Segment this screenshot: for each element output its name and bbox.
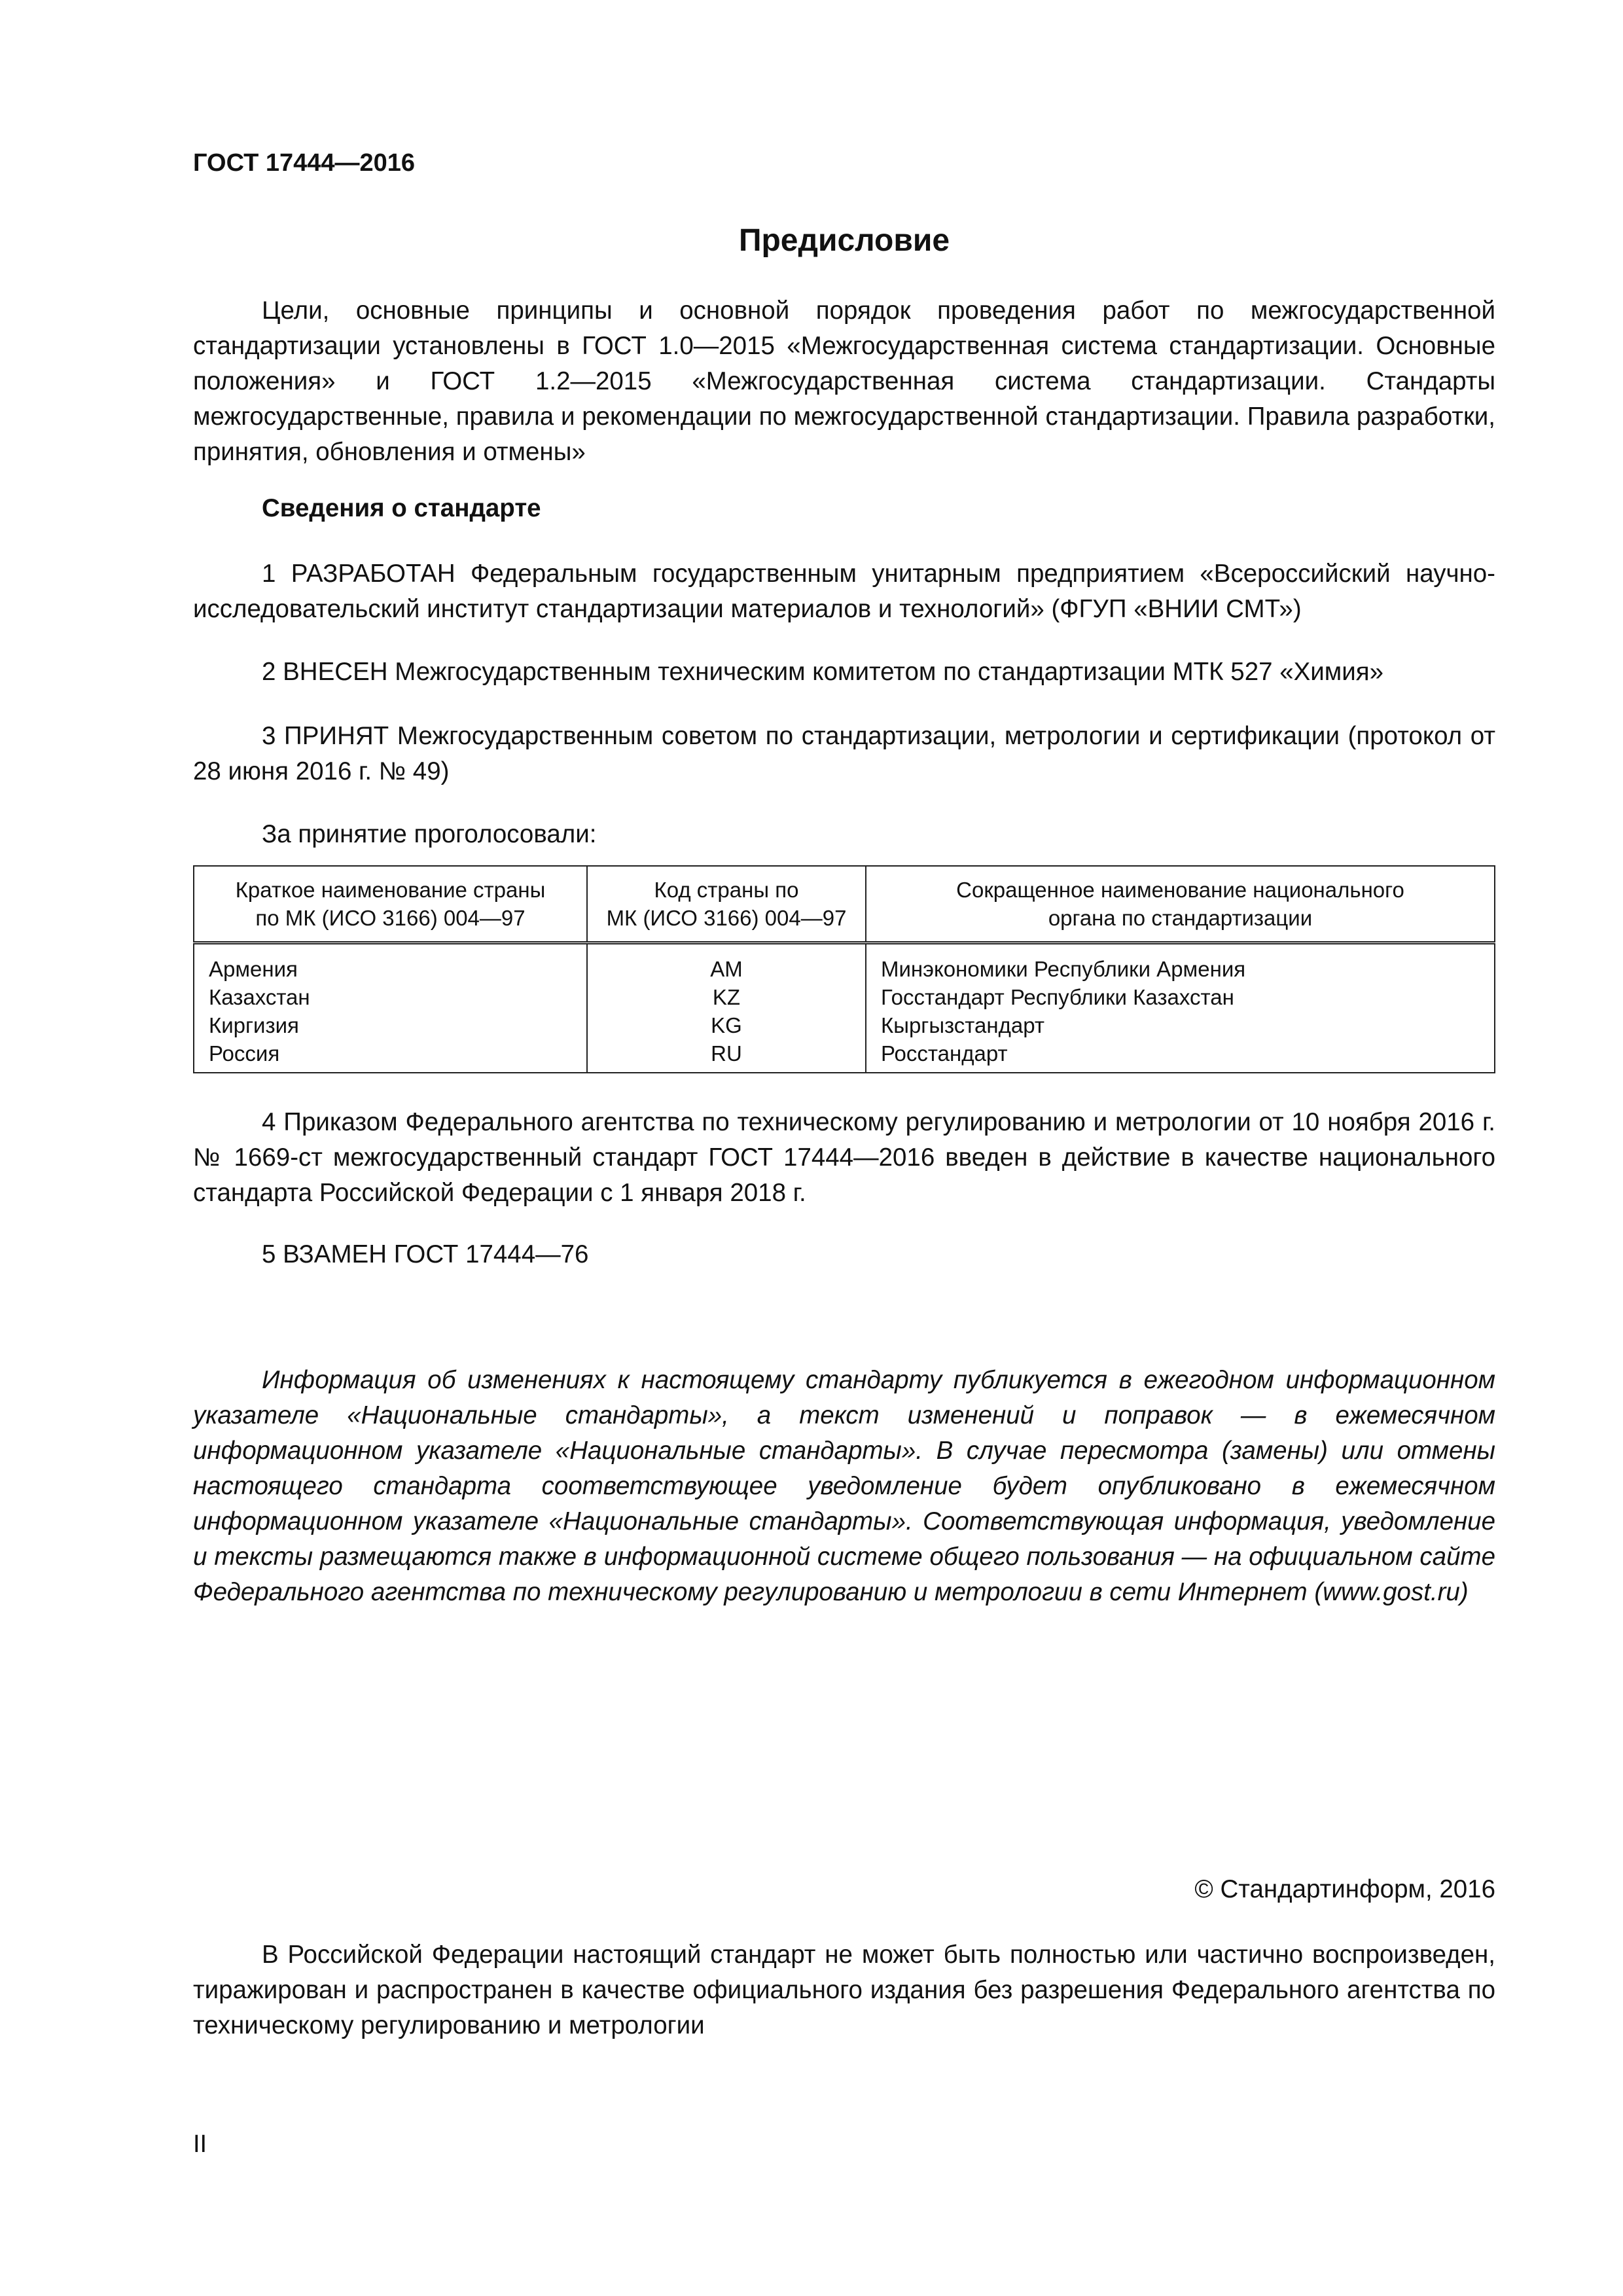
copyright-notice: © Стандартинформ, 2016 — [1194, 1875, 1495, 1903]
table-header-cell: Код страны по МК (ИСО 3166) 004—97 — [587, 866, 866, 943]
country-name: Киргизия — [209, 1013, 299, 1037]
section-heading: Сведения о стандарте — [262, 494, 541, 522]
votes-caption: За принятие проголосовали: — [262, 820, 597, 848]
table-body-row — [194, 943, 1495, 1073]
country-name: Россия — [209, 1041, 280, 1066]
country-code: KG — [711, 1013, 742, 1037]
page-title: Предисловие — [738, 223, 950, 258]
standards-body: Кыргызстандарт — [881, 1013, 1044, 1037]
country-code: AM — [710, 957, 743, 981]
country-name: Казахстан — [209, 985, 310, 1009]
votes-table — [193, 865, 1495, 1073]
country-codes-cell — [587, 943, 866, 1073]
country-code: RU — [711, 1041, 742, 1066]
country-code: KZ — [712, 985, 741, 1009]
item-adopted: 3 ПРИНЯТ Межгосударственным советом по стандартизации, метрологии и сертификации (протокол от 28 июня 2016 г. № 49) — [193, 722, 1495, 785]
table-header-cell: Сокращенное наименование национального органа по стандартизации — [866, 866, 1495, 943]
item-enacted: 4 Приказом Федерального агентства по техническому регулированию и метрологии от 10 ноября 2016 г. № 1669-ст межгосударственный стандарт ГОСТ 17444—2016 введен в действие в качестве национального стандарта Российской Федерации с 1 января 2018 г. — [193, 1108, 1495, 1207]
item-replaces: 5 ВЗАМЕН ГОСТ 17444—76 — [262, 1240, 589, 1268]
standards-body: Минэкономики Республики Армения — [881, 957, 1246, 981]
standards-body: Госстандарт Республики Казахстан — [881, 985, 1234, 1009]
standards-body: Росстандарт — [881, 1041, 1008, 1066]
country-names-cell — [194, 943, 587, 1073]
item-submitted: 2 ВНЕСЕН Межгосударственным техническим комитетом по стандартизации МТК 527 «Химия» — [262, 658, 1384, 686]
table-header-cell: Краткое наименование страны по МК (ИСО 3166) 004—97 — [194, 866, 587, 943]
country-name: Армения — [209, 957, 298, 981]
standards-bodies-cell — [866, 943, 1495, 1073]
table-header-row — [194, 866, 1495, 943]
item-developed: 1 РАЗРАБОТАН Федеральным государственным унитарным предприятием «Всероссийский научно-исследовательский институт стандартизации материалов и технологий» (ФГУП «ВНИИ СМТ») — [193, 560, 1495, 623]
page-number: II — [193, 2130, 207, 2158]
changes-info-note: Информация об изменениях к настоящему стандарту публикуется в ежегодном информационном указателе «Национальные стандарты», а текст изменений и поправок — в ежемесячном информационном указателе «Национальные стандарты». В случае пересмотра (замены) или отмены настоящего стандарта соответствующее уведомление будет опубликовано в ежемесячном информационном указателе «Национальные стандарты». Соответствующая информация, уведомление и тексты размещаются также в информационной системе общего пользования — на официальном сайте Федерального агентства по техническому регулированию и метрологии в сети Интернет (www.gost.ru) — [193, 1366, 1495, 1606]
intro-paragraph: Цели, основные принципы и основной порядок проведения работ по межгосударственной стандартизации установлены в ГОСТ 1.0—2015 «Межгосударственная система стандартизации. Основные положения» и ГОСТ 1.2—2015 «Межгосударственная система стандартизации. Стандарты межгосударственные, правила и рекомендации по межгосударственной стандартизации. Правила разработки, принятия, обновления и отмены» — [193, 296, 1495, 466]
legal-notice: В Российской Федерации настоящий стандарт не может быть полностью или частично воспроизведен, тиражирован и распространен в качестве официального издания без разрешения Федерального агентства по техническому регулированию и метрологии — [193, 1941, 1495, 2039]
document-number: ГОСТ 17444—2016 — [193, 149, 416, 177]
